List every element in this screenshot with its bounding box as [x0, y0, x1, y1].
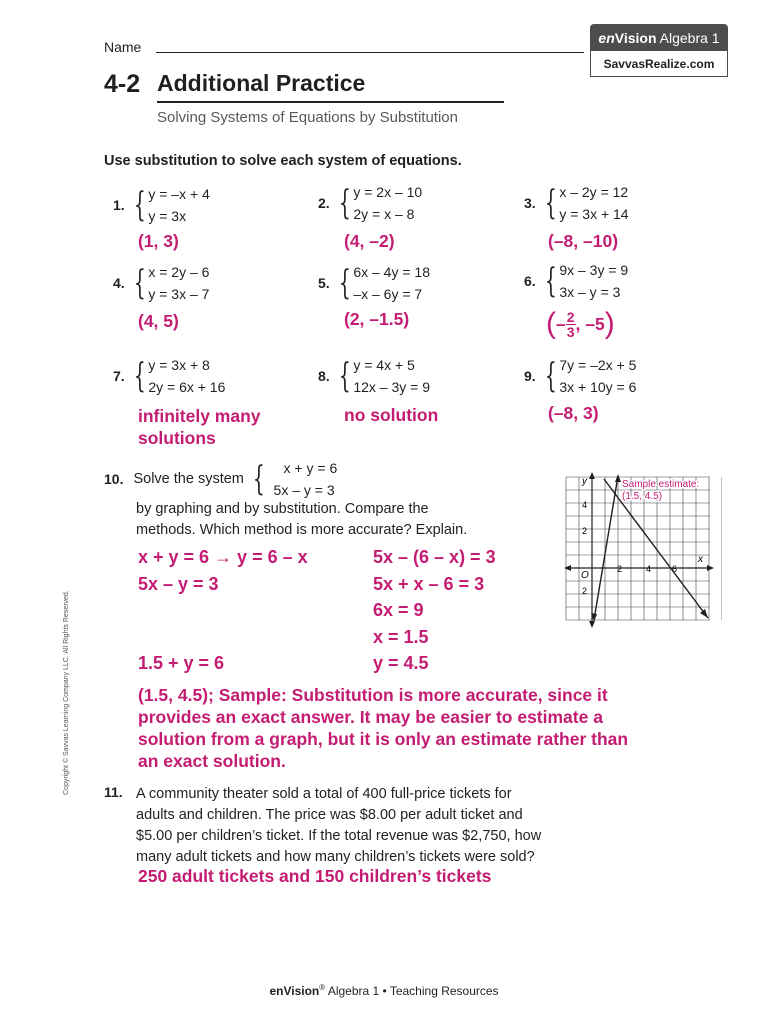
work-line: 5x – y = 3	[138, 573, 219, 594]
equation: 9x – 3y = 9	[559, 262, 629, 278]
problem-number: 1.	[113, 197, 125, 213]
badge-prefix: en	[598, 29, 615, 46]
problem-9	[524, 354, 636, 398]
right-paren: )	[604, 307, 615, 340]
brace: {	[544, 183, 557, 223]
work-line: x + y = 6 → y = 6 – x	[138, 547, 308, 567]
work-line: 1.5 + y = 6	[138, 653, 225, 673]
coordinate-graph	[562, 470, 722, 630]
problem-number: 5.	[318, 275, 330, 291]
explanation	[138, 684, 628, 772]
equation: 12x – 3y = 9	[353, 379, 430, 395]
footer-text: Algebra 1 • Teaching Resources	[325, 984, 499, 998]
problem-number: 3.	[524, 195, 536, 211]
denominator: 3	[566, 323, 575, 340]
problem-1	[113, 183, 210, 227]
answer-5: (2, –1.5)	[344, 309, 410, 329]
graph-annotation: Sample estimate:	[622, 479, 700, 490]
line-arrow	[615, 474, 621, 482]
answer-9: (–8, 3)	[548, 403, 599, 423]
problem-6	[524, 259, 628, 303]
badge-suffix: Algebra 1	[656, 29, 720, 46]
brace: {	[133, 263, 146, 303]
lesson-subtitle: Solving Systems of Equations by Substitution	[157, 109, 458, 126]
origin-label: O	[581, 570, 589, 581]
work-left	[138, 544, 308, 677]
brace: {	[252, 459, 265, 499]
x-tick-label: 2	[617, 564, 623, 574]
equation: 6x – 4y = 18	[353, 264, 430, 280]
text-line: many adult tickets and how many children’s tickets were sold?	[136, 849, 535, 865]
y-tick-label: 2	[582, 586, 588, 596]
x-axis-arrow	[707, 565, 714, 571]
y-axis-label: y	[582, 476, 587, 487]
problem-number: 9.	[524, 368, 536, 384]
text-line: A community theater sold a total of 400 full-price tickets for	[136, 786, 512, 802]
realize-link[interactable]: SavvasRealize.com	[590, 51, 728, 77]
explanation-line: provides an exact answer. It may be easier to estimate a	[138, 707, 603, 727]
brace: {	[544, 261, 557, 301]
answer-2: (4, –2)	[344, 231, 395, 251]
numerator: 2	[566, 308, 575, 325]
problem-3	[524, 181, 629, 225]
answer-4: (4, 5)	[138, 311, 179, 331]
brace: {	[133, 356, 146, 396]
name-label: Name	[104, 39, 142, 55]
equation: x = 2y – 6	[148, 264, 210, 280]
answer-6	[546, 309, 615, 339]
text-line: by graphing and by substitution. Compare the	[136, 501, 429, 517]
equation: y = –x + 4	[148, 186, 210, 202]
problem-11-text	[136, 784, 541, 868]
line-5x-minus-y-equals-3	[594, 476, 618, 620]
answer-line: solutions	[138, 428, 216, 448]
x-axis-label: x	[698, 554, 703, 565]
lesson-title: Additional Practice	[157, 70, 366, 96]
equation: 2y = 6x + 16	[148, 379, 226, 395]
problem-2	[318, 181, 422, 225]
graph-annotation: (1.5, 4.5)	[622, 491, 663, 502]
brace: {	[338, 183, 351, 223]
equation: y = 3x + 14	[559, 206, 629, 222]
answer-1: (1, 3)	[138, 231, 179, 251]
work-line: x = 1.5	[373, 626, 429, 647]
brace: {	[338, 356, 351, 396]
text-line: methods. Which method is more accurate? Explain.	[136, 522, 468, 538]
equation: 2y = x – 8	[353, 206, 415, 222]
problem-number: 6.	[524, 273, 536, 289]
explanation-line: an exact solution.	[138, 751, 286, 771]
explanation-line: solution from a graph, but it is only an estimate rather than	[138, 729, 629, 749]
y-tick-label: 2	[582, 526, 588, 536]
lesson-number: 4-2	[104, 70, 141, 98]
work-line: y = 4.5	[373, 653, 429, 673]
footer-brand: enVision	[269, 984, 320, 998]
y-tick-label: 4	[582, 500, 588, 510]
envision-badge	[590, 24, 728, 51]
left-paren: (	[546, 307, 556, 340]
x-tick-label: 6	[672, 564, 678, 574]
equation: –x – 6y = 7	[353, 286, 423, 302]
badge-brand: Vision	[614, 29, 657, 46]
instructions: Use substitution to solve each system of equations.	[104, 153, 462, 169]
answer-line: infinitely many	[138, 406, 261, 426]
problem-number: 7.	[113, 368, 125, 384]
answer-8: no solution	[344, 405, 439, 425]
answer-rest: , –5	[575, 313, 605, 334]
answer-sign: –	[556, 313, 566, 334]
brace: {	[338, 263, 351, 303]
problem-number: 2.	[318, 195, 330, 211]
footer	[0, 983, 768, 998]
equation: x + y = 6	[283, 460, 338, 476]
brace: {	[133, 185, 146, 225]
y-axis-arrow	[589, 472, 595, 479]
equation: 5x – y = 3	[273, 482, 335, 498]
problem-10-system	[104, 457, 337, 501]
fraction	[566, 310, 576, 339]
explanation-line: (1.5, 4.5); Sample: Substitution is more accurate, since it	[138, 685, 608, 705]
problem-number: 11.	[104, 784, 123, 800]
name-line	[156, 52, 584, 53]
equation: 3x – y = 3	[559, 284, 621, 300]
x-tick-label: 4	[646, 564, 652, 574]
equation: y = 3x	[148, 208, 187, 224]
work-line: 5x – (6 – x) = 3	[373, 547, 496, 567]
work-line: 6x = 9	[373, 600, 424, 620]
equation: y = 4x + 5	[353, 357, 415, 373]
x-axis-arrow-left	[564, 565, 571, 571]
problem-number: 4.	[113, 275, 125, 291]
equation: y = 3x – 7	[148, 286, 210, 302]
y-axis-arrow-bottom	[589, 621, 595, 628]
equation: y = 3x + 8	[148, 357, 210, 373]
answer-3: (–8, –10)	[548, 231, 619, 251]
problem-10-text	[136, 499, 467, 541]
title-rule	[157, 101, 504, 103]
equation: 7y = –2x + 5	[559, 357, 637, 373]
work-right	[373, 544, 496, 677]
copyright: Copyright © Savvas Learning Company LLC. All Rights Reserved.	[63, 590, 70, 795]
problem-10-intro: Solve the system	[133, 470, 244, 487]
problem-number: 10.	[104, 471, 124, 487]
equation: x – 2y = 12	[559, 184, 629, 200]
text-line: $5.00 per children’s ticket. If the total revenue was $2,750, how	[136, 828, 542, 844]
problem-5	[318, 261, 430, 305]
line-arrow	[700, 609, 708, 618]
problem-4	[113, 261, 209, 305]
problem-number: 8.	[318, 368, 330, 384]
footer-reg: ®	[319, 983, 326, 992]
problem-7	[113, 354, 225, 398]
problem-8	[318, 354, 430, 398]
equation: 3x + 10y = 6	[559, 379, 637, 395]
text-line: adults and children. The price was $8.00 per adult ticket and	[136, 807, 523, 823]
answer-7	[138, 405, 261, 449]
brace: {	[544, 356, 557, 396]
equation: y = 2x – 10	[353, 184, 423, 200]
work-line: 5x + x – 6 = 3	[373, 573, 485, 594]
answer-11: 250 adult tickets and 150 children’s tickets	[138, 866, 492, 886]
